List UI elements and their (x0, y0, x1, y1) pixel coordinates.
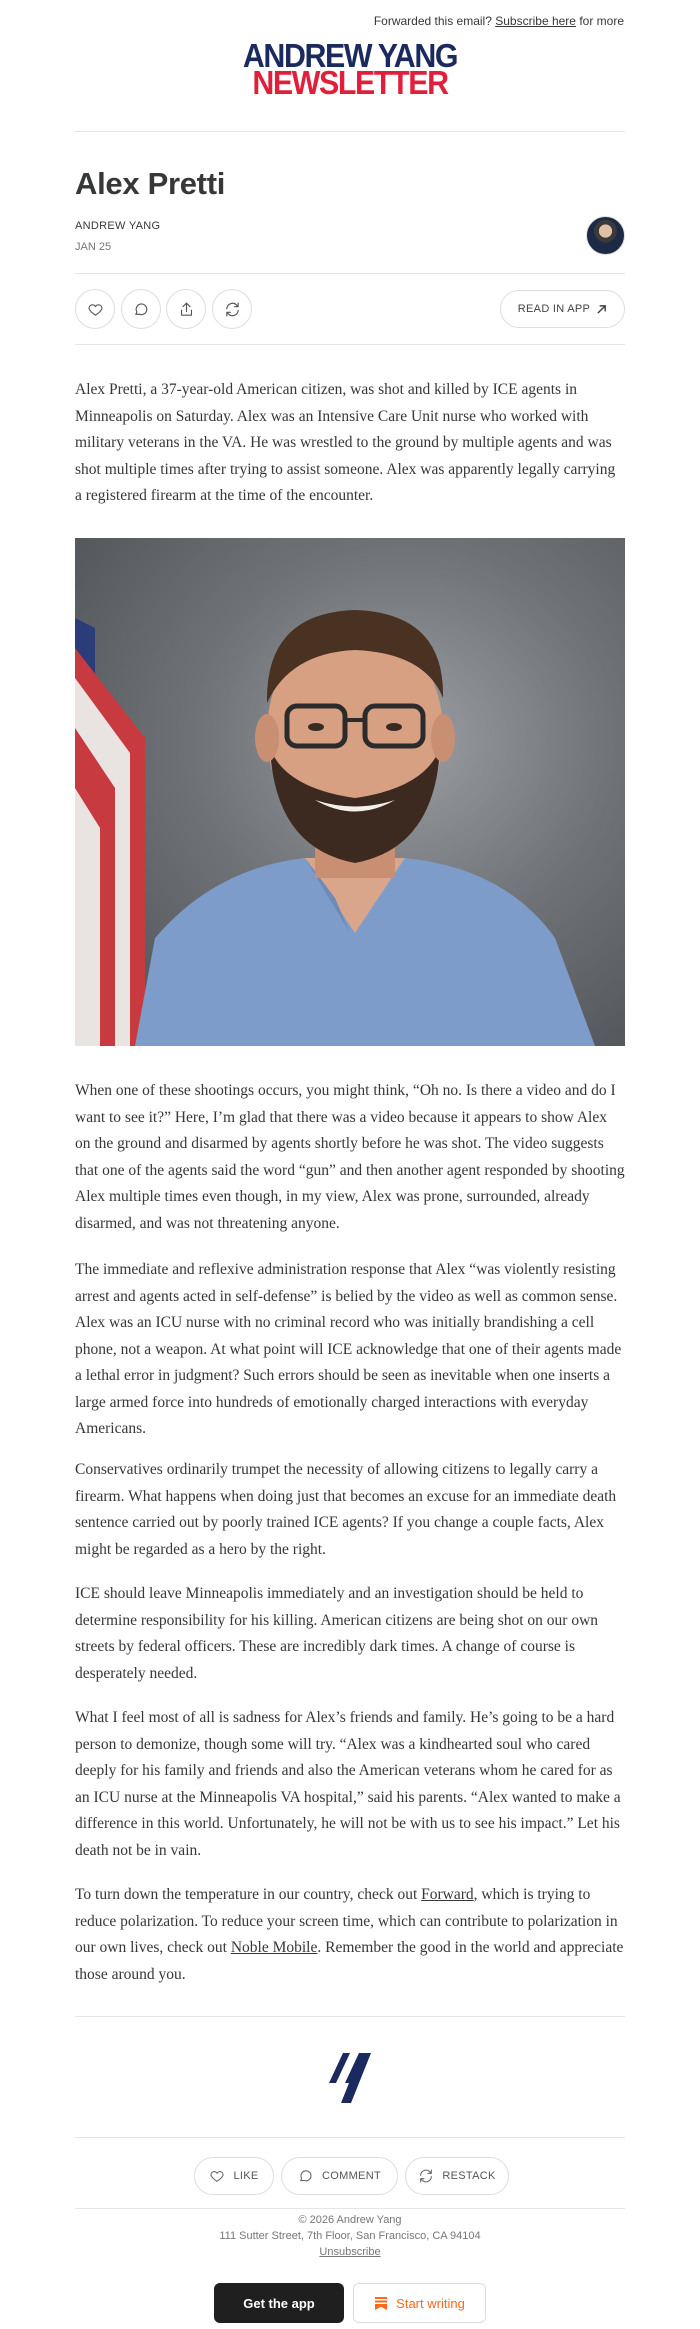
paragraph-4: Conservatives ordinarily trumpet the necessity of allowing citizens to legally carry a firearm. What happens when doing just that becomes an excuse for an immediate death sentence carried out by poorly trained ICE agents? If you change a couple facts, Alex might be regarded as a hero by the right. (75, 1461, 617, 1558)
restack-button[interactable] (212, 289, 252, 329)
restack-icon (224, 301, 241, 318)
unsubscribe-link[interactable]: Unsubscribe (319, 2246, 381, 2258)
logo-line-2: NEWSLETTER (252, 64, 448, 101)
read-in-app-button[interactable] (500, 290, 625, 328)
footer-address: 111 Sutter Street, 7th Floor, San Francisco, CA 94104 (219, 2230, 481, 2242)
share-button[interactable] (166, 289, 206, 329)
alex-pretti-portrait-image (75, 538, 625, 1046)
comment-pill-button[interactable] (281, 2157, 398, 2195)
restack-pill-button[interactable] (405, 2157, 509, 2195)
newsletter-logo[interactable] (0, 37, 700, 101)
forward-notice (374, 14, 624, 28)
p7-text-c: . Remember the good in the world and appreciate those around you. (75, 1939, 624, 1983)
divider (75, 131, 625, 132)
forward-link[interactable]: Forward (421, 1886, 474, 1903)
heart-icon (209, 2168, 225, 2184)
noble-mobile-link[interactable]: Noble Mobile (230, 1939, 318, 1956)
like-pill-button[interactable] (194, 2157, 274, 2195)
p7-text-b: , which is trying to reduce polarization. To reduce your screen time, which can contribute to polarization in our own lives, check out (75, 1886, 618, 1956)
paragraph-3: The immediate and reflexive administration response that Alex “was violently resisting arrest and agents acted in self-defense” is belied by the video as well as common sense. Alex was an ICU nurse with no criminal record who was initially brandishing a cell phone, not a weapon. At what point will ICE acknowledge that one of their agents made a lethal error in judgment? Such errors should be seen as inevitable when one inserts a large armed force into hundreds of emotionally charged interactions with everyday Americans. (75, 1261, 622, 1437)
like-label: LIKE (233, 2170, 259, 2182)
paragraph-7 (75, 1882, 625, 1988)
post-author[interactable]: ANDREW YANG (75, 220, 161, 232)
logo-line-1: ANDREW YANG (242, 37, 458, 74)
start-writing-label: Start writing (396, 2295, 465, 2311)
paragraph-5: ICE should leave Minneapolis immediately and an investigation should be held to determine responsibility for his killing. American citizens are being shot on our own streets by federal officers. These are incredibly dark times. A change of course is desperately needed. (75, 1585, 599, 1682)
p7-text-a: To turn down the temperature in our country, check out (75, 1886, 422, 1903)
post-date: JAN 25 (75, 241, 112, 253)
read-in-app-label: READ IN APP (517, 303, 591, 315)
restack-icon (418, 2168, 434, 2184)
subscribe-link[interactable]: Subscribe here (495, 14, 576, 28)
paragraph-6: What I feel most of all is sadness for Alex’s friends and family. He’s going to be a hard person to demonize, though some will try. “Alex was a kindhearted soul who cared deeply for his family and friends and also the American veterans whom he cared for as an ICU nurse at the Minneapolis VA hospital,” said his parents. “Alex wanted to make a difference in this world. Unfortunately, he will not be with us to see his impact.” Let his death not be in vain. (75, 1709, 621, 1859)
yang-logo[interactable] (0, 2045, 700, 2105)
comment-label: COMMENT (322, 2170, 381, 2182)
restack-label: RESTACK (442, 2170, 496, 2182)
start-writing-button[interactable] (353, 2283, 486, 2323)
like-button[interactable] (75, 289, 115, 329)
divider (75, 2137, 625, 2138)
comment-icon (133, 301, 150, 318)
portrait-illustration (75, 538, 625, 1046)
post-title[interactable]: Alex Pretti (75, 166, 226, 201)
paragraph-1: Alex Pretti, a 37-year-old American citizen, was shot and killed by ICE agents in Minneapolis on Saturday. Alex was an Intensive Care Unit nurse who worked with military veterans in the VA. He was wrestled to the ground by multiple agents and was shot multiple times after trying to assist someone. Alex was apparently legally carrying a registered firearm at the time of the encounter. (75, 381, 616, 504)
divider (75, 2016, 625, 2017)
divider (75, 273, 625, 274)
heart-icon (87, 301, 104, 318)
forward-prefix: Forwarded this email? (373, 14, 492, 28)
share-icon (178, 301, 195, 318)
arrow-up-right-icon (596, 304, 607, 315)
get-the-app-button[interactable]: Get the app (214, 2283, 344, 2323)
comment-button[interactable] (121, 289, 161, 329)
paragraph-2: When one of these shootings occurs, you might think, “Oh no. Is there a video and do I want to see it?” Here, I’m glad that there was a video because it appears to show Alex on the ground and disarmed by agents shortly before he was shot. The video suggests that one of the agents said the word “gun” and then another agent responded by shooting Alex multiple times even though, in my view, Alex was prone, surrounded, already disarmed, and was not threatening anyone. (75, 1082, 625, 1232)
author-avatar[interactable] (586, 216, 625, 255)
forward-suffix: for more (579, 14, 624, 28)
substack-icon (374, 2296, 388, 2310)
footer-copyright: © 2026 Andrew Yang (298, 2214, 402, 2226)
divider (75, 344, 625, 345)
yang-logo-icon (323, 2045, 377, 2105)
comment-icon (298, 2168, 314, 2184)
divider (75, 2208, 625, 2209)
